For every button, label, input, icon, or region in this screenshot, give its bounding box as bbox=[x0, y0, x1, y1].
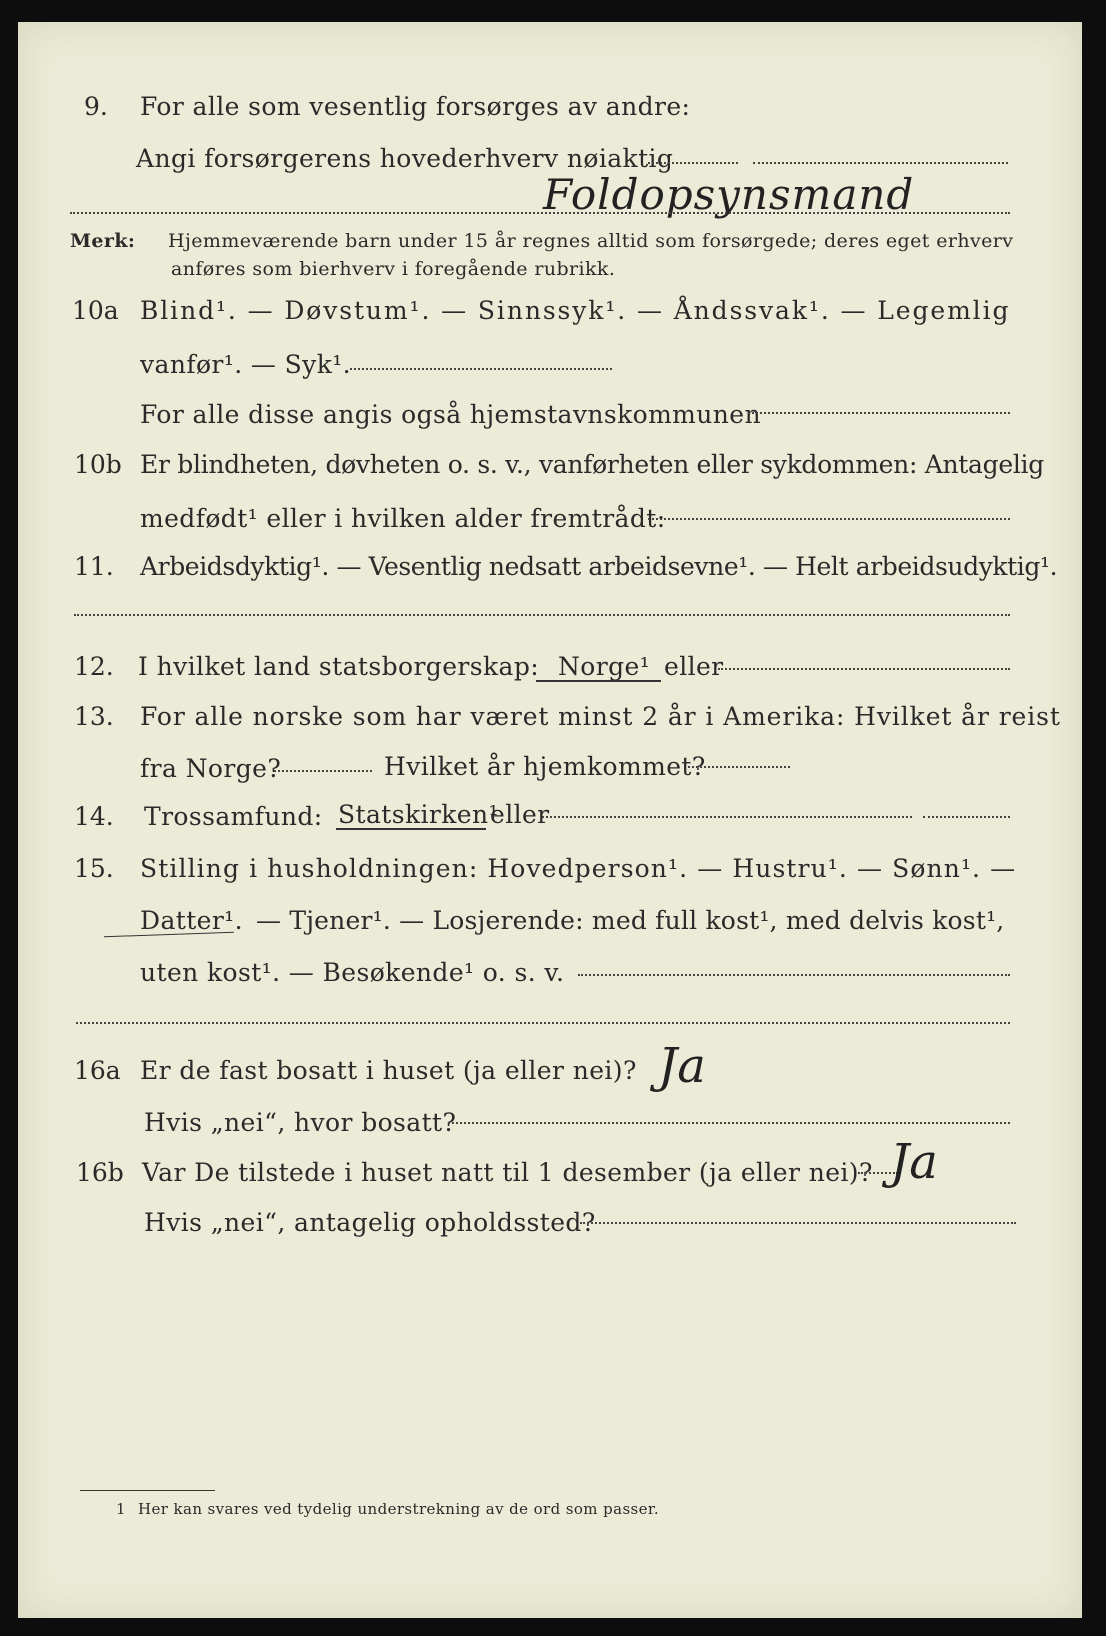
q10a-number: 10a bbox=[72, 296, 119, 325]
q12-option-norge: Norge¹ bbox=[558, 652, 651, 681]
q16b-line2: Hvis „nei“, antagelig opholdssted? bbox=[144, 1208, 596, 1237]
footnote-rule bbox=[80, 1490, 215, 1491]
q16b-dotted-line-2 bbox=[580, 1222, 1016, 1224]
merk-label: Merk: bbox=[70, 230, 136, 252]
q11-number: 11. bbox=[74, 552, 114, 581]
q10b-number: 10b bbox=[74, 450, 122, 479]
q13-line1: For alle norske som har været minst 2 år i Amerika: Hvilket år reist bbox=[140, 702, 1061, 731]
q15-answer-line bbox=[76, 1022, 1010, 1024]
q10b-dotted-line bbox=[648, 518, 1010, 520]
q16b-line1: Var De tilstede i huset natt til 1 desember (ja eller nei)? bbox=[142, 1158, 873, 1187]
q10a-dotted-line bbox=[350, 368, 612, 370]
q12-prefix: I hvilket land statsborgerskap: bbox=[138, 652, 540, 681]
q13-line2a: fra Norge? bbox=[140, 754, 282, 783]
q16a-dotted-line bbox=[448, 1122, 1010, 1124]
q12-dotted-line bbox=[718, 668, 1010, 670]
q9-line1: For alle som vesentlig forsørges av andre: bbox=[140, 92, 691, 121]
merk-line2: anføres som bierhverv i foregående rubrikk. bbox=[171, 258, 616, 280]
q10b-line2: medfødt¹ eller i hvilken alder fremtrådt: bbox=[140, 504, 666, 533]
q16a-number: 16a bbox=[74, 1056, 121, 1085]
q13-number: 13. bbox=[74, 702, 114, 731]
q11-answer-line bbox=[74, 614, 1010, 616]
q16a-handwritten-answer: Ja bbox=[658, 1038, 706, 1094]
q9-answer-line bbox=[70, 212, 1010, 214]
q16a-line2: Hvis „nei“, hvor bosatt? bbox=[144, 1108, 457, 1137]
q14-dotted-line-2 bbox=[923, 816, 1010, 818]
q10a-line3: For alle disse angis også hjemstavnskommunen bbox=[140, 400, 761, 429]
q14-suffix: eller bbox=[490, 800, 550, 829]
q14-number: 14. bbox=[74, 802, 114, 831]
q14-option-statskirken: Statskirken¹ bbox=[338, 800, 499, 829]
q10b-line1: Er blindheten, døvheten o. s. v., vanførheten eller sykdommen: Antagelig bbox=[140, 450, 1044, 479]
q9-handwritten-answer: Foldopsynsmand bbox=[543, 170, 915, 219]
q13-reist-line bbox=[274, 770, 372, 772]
q14-underline bbox=[336, 828, 486, 830]
q15-line3: uten kost¹. — Besøkende¹ o. s. v. bbox=[140, 958, 565, 987]
census-form-page bbox=[18, 22, 1082, 1618]
q9-line2: Angi forsørgerens hovederhverv nøiaktig bbox=[136, 144, 674, 173]
footnote-text: Her kan svares ved tydelig understrekning av de ord som passer. bbox=[138, 1500, 660, 1518]
q16b-number: 16b bbox=[76, 1158, 124, 1187]
q12-suffix: eller bbox=[664, 652, 724, 681]
q13-line2b: Hvilket år hjemkommet? bbox=[384, 752, 706, 781]
q11-line1: Arbeidsdyktig¹. — Vesentlig nedsatt arbeidsevne¹. — Helt arbeidsudyktig¹. bbox=[140, 552, 1058, 581]
q14-dotted-line bbox=[542, 816, 912, 818]
q10a-hjemstavn-line bbox=[748, 412, 1010, 414]
q12-number: 12. bbox=[74, 652, 114, 681]
q15-dotted-line bbox=[578, 974, 1010, 976]
q16b-handwritten-answer: Ja bbox=[890, 1134, 938, 1190]
footnote-mark: 1 bbox=[116, 1500, 126, 1518]
q9-dotted-line-2 bbox=[753, 162, 1008, 164]
q14-prefix: Trossamfund: bbox=[144, 802, 323, 831]
q10a-line1: Blind¹. — Døvstum¹. — Sinnssyk¹. — Åndssvak¹. — Legemlig bbox=[140, 296, 1011, 325]
q9-dotted-line bbox=[648, 162, 738, 164]
q13-hjemkommet-line bbox=[688, 766, 790, 768]
q15-line1: Stilling i husholdningen: Hovedperson¹. — Hustru¹. — Sønn¹. — bbox=[140, 854, 1017, 883]
q10a-line2: vanfør¹. — Syk¹. bbox=[140, 350, 352, 379]
q16a-line1: Er de fast bosatt i huset (ja eller nei)? bbox=[140, 1056, 637, 1085]
q15-line2b: — Tjener¹. — Losjerende: med full kost¹, med delvis kost¹, bbox=[256, 906, 1005, 935]
q15-datter: Datter¹. bbox=[140, 906, 243, 935]
q9-number: 9. bbox=[84, 92, 108, 121]
q15-number: 15. bbox=[74, 854, 114, 883]
q12-underline bbox=[536, 680, 661, 682]
merk-line1: Hjemmeværende barn under 15 år regnes alltid som forsørgede; deres eget erhverv bbox=[168, 230, 1014, 252]
